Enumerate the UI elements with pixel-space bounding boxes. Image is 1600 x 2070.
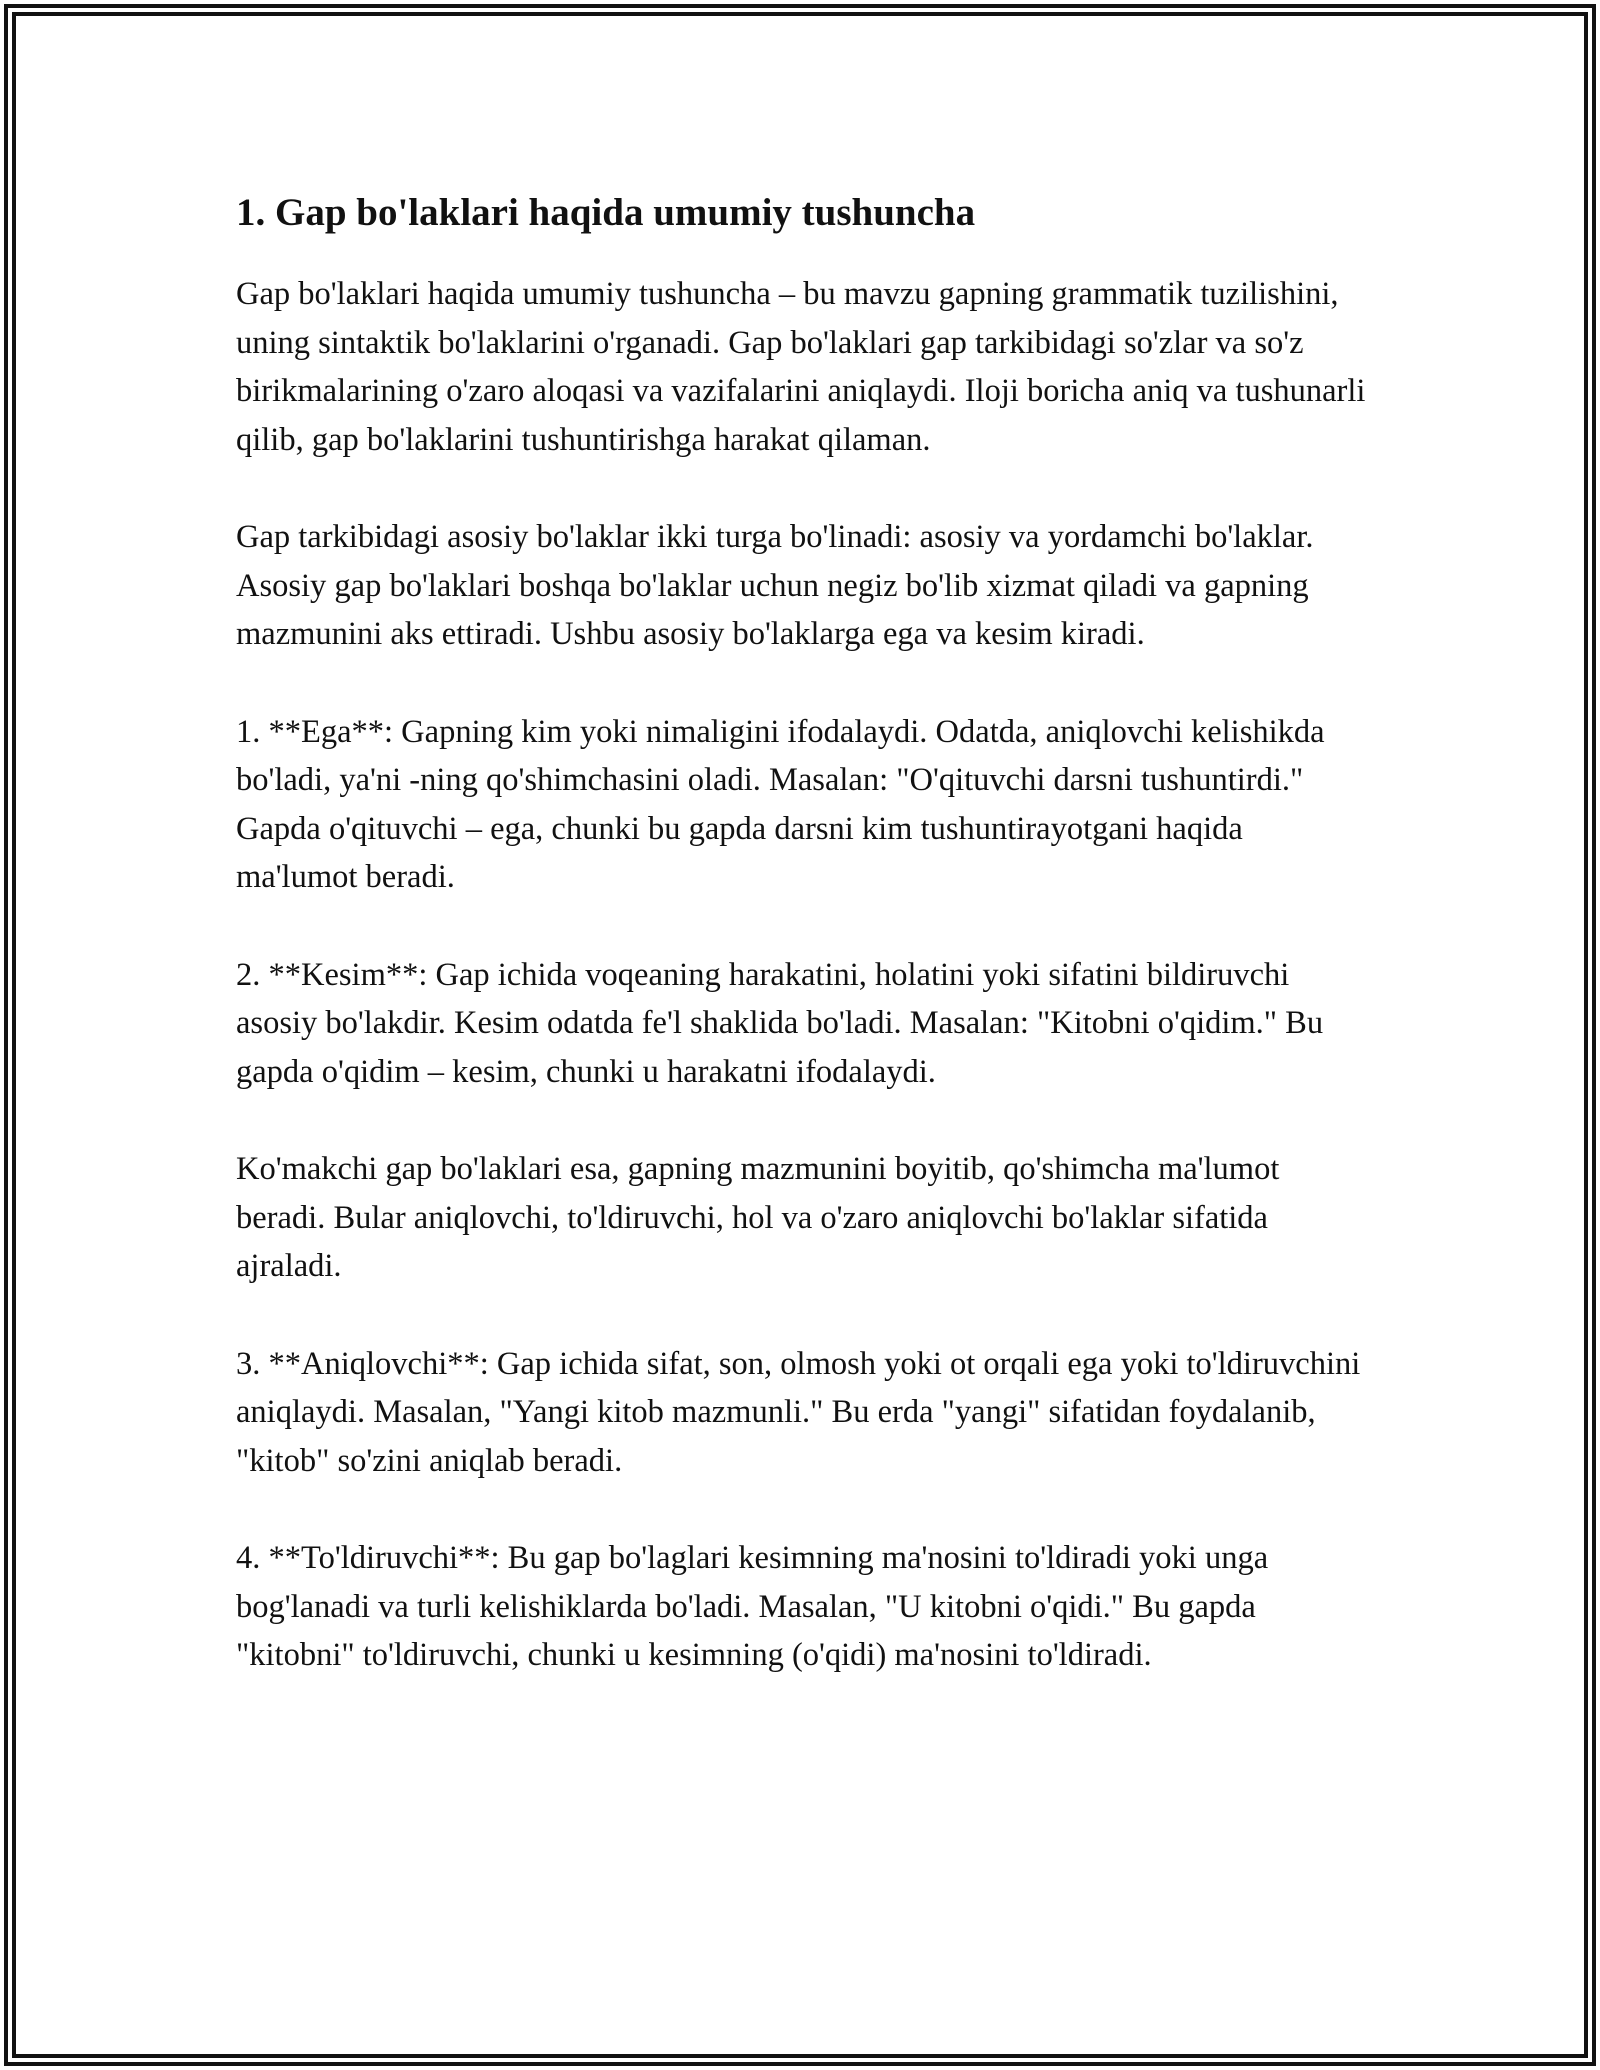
paragraph-intro: Gap bo'laklari haqida umumiy tushuncha – bu mavzu gapning grammatik tuzilishini, uning sintaktik bo'laklarini o'rganadi. Gap bo'laklari gap tarkibidagi so'zlar va so'z birikmalarining o'zaro aloqasi va vazifalarini aniqlaydi. Iloji boricha aniq va tushunarli qilib, gap bo'laklarini tushuntirishga harakat qilaman. [236,276,1366,458]
section-heading: 1. Gap bo'laklari haqida umumiy tushuncha [236,191,976,234]
paragraph-main-parts: Gap tarkibidagi asosiy bo'laklar ikki turga bo'linadi: asosiy va yordamchi bo'laklar. Asosiy gap bo'laklari boshqa bo'laklar uchun negiz bo'lib xizmat qiladi va gapning mazmunini aks ettiradi. Ushbu asosiy bo'laklarga ega va kesim kiradi. [236,519,1314,652]
paragraph-toldiruvchi: 4. **To'ldiruvchi**: Bu gap bo'laglari kesimning ma'nosini to'ldiradi yoki unga bog'lanadi va turli kelishiklarda bo'ladi. Masalan, "U kitobni o'qidi." Bu gapda "kitobni" to'ldiruvchi, chunki u kesimning (o'qidi) ma'nosini to'ldiradi. [236,1540,1269,1673]
paragraph-aniqlovchi: 3. **Aniqlovchi**: Gap ichida sifat, son, olmosh yoki ot orqali ega yoki to'ldiruvchini aniqlaydi. Masalan, "Yangi kitob mazmunli." Bu erda "yangi" sifatidan foydalanib, "kitob" so'zini aniqlab beradi. [236,1345,1361,1479]
paragraph-kesim: 2. **Kesim**: Gap ichida voqeaning harakatini, holatini yoki sifatini bildiruvchi asosiy bo'lakdir. Kesim odatda fe'l shaklida bo'ladi. Masalan: "Kitobni o'qidim." Bu gapda o'qidim – kesim, chunki u harakatni ifodalaydi. [236,956,1324,1090]
paragraph-ega: 1. **Ega**: Gapning kim yoki nimaligini ifodalaydi. Odatda, aniqlovchi kelishikda bo'ladi, ya'ni -ning qo'shimchasini oladi. Masalan: "O'qituvchi darsni tushuntirdi." Gapda o'qituvchi – ega, chunki bu gapda darsni kim tushuntirayotgani haqida ma'lumot beradi. [236,713,1325,895]
paragraph-secondary-parts: Ko'makchi gap bo'laklari esa, gapning mazmunini boyitib, qo'shimcha ma'lumot beradi. Bular aniqlovchi, to'ldiruvchi, hol va o'zaro aniqlovchi bo'laklar sifatida ajraladi. [236,1151,1280,1284]
document-body [236,180,1372,1729]
